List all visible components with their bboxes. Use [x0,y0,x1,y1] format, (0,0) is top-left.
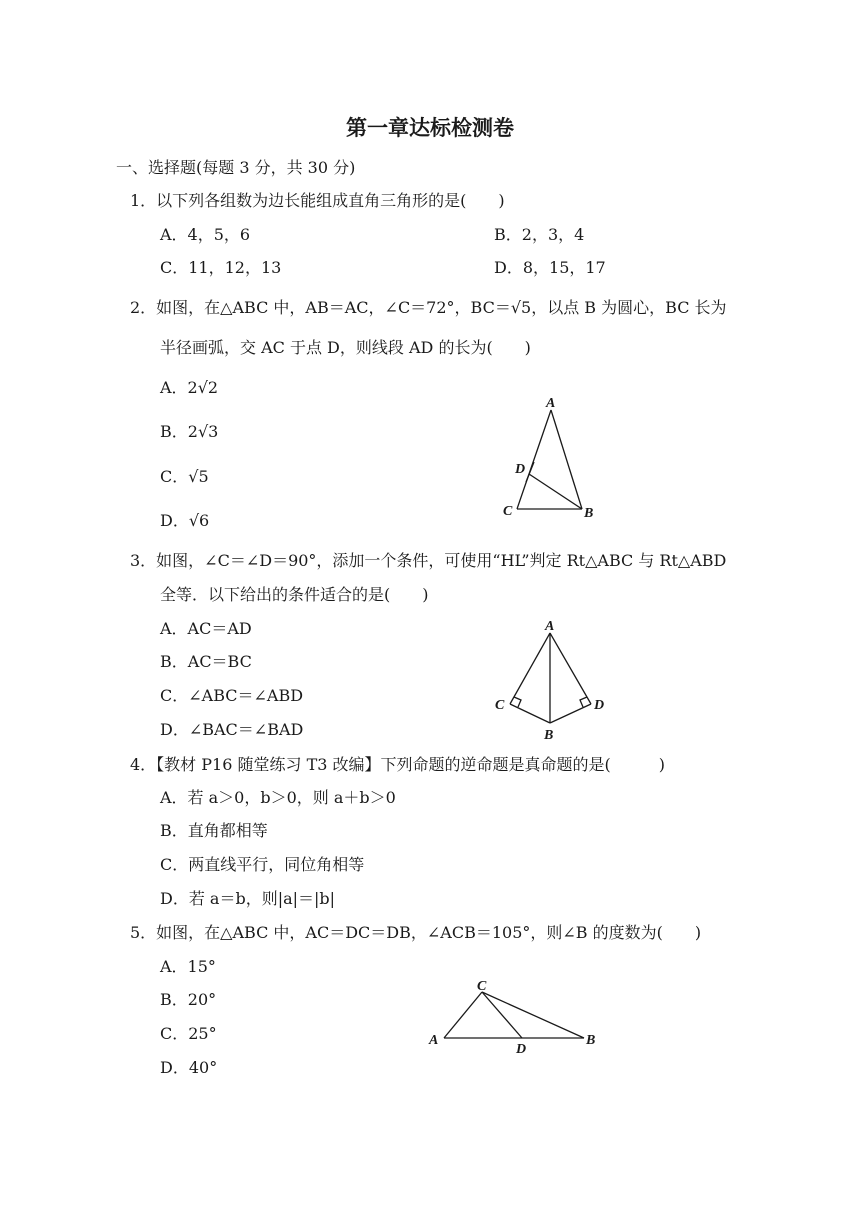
section-heading: 一、选择题(每题 3 分，共 30 分) [116,158,356,177]
q2-segment-bd [529,474,582,509]
q3-stem-line2: 全等．以下给出的条件适合的是( ) [160,585,429,604]
q2-label-c: C [503,504,513,519]
q4-option-c: C．两直线平行，同位角相等 [160,855,365,874]
q1-option-b: B．2，3，4 [494,225,585,244]
q3-right-angle-d [580,697,587,707]
q2-option-a: A．2√2 [160,378,219,397]
q5-option-a: A．15° [160,957,216,976]
q5-option-b: B．20° [160,990,217,1009]
q2-label-a: A [546,396,556,411]
q5-side-ac [444,992,482,1038]
q2-label-d: D [515,462,526,477]
q5-option-d: D．40° [160,1058,218,1077]
q5-stem: 5．如图，在△ABC 中，AC＝DC＝DB，∠ACB＝105°，则∠B 的度数为( ) [130,923,702,942]
q2-option-d: D．√6 [160,511,210,530]
q2-label-b: B [584,506,594,521]
q3-label-d: D [594,698,605,713]
q3-side-ad [550,633,591,704]
q3-right-angle-c [514,697,521,707]
q1-option-c: C．11，12，13 [160,258,282,277]
q4-option-a: A．若 a＞0，b＞0，则 a＋b＞0 [160,788,396,807]
q5-label-b: B [586,1033,596,1048]
q3-option-b: B．AC＝BC [160,652,252,671]
q2-stem-line1: 2．如图，在△ABC 中，AB＝AC，∠C＝72°，BC＝√5，以点 B 为圆心，BC 长为 [130,298,727,317]
q5-option-c: C．25° [160,1024,217,1043]
q2-stem-line2: 半径画弧，交 AC 于点 D，则线段 AD 的长为( ) [160,338,531,357]
q4-option-b: B．直角都相等 [160,821,268,840]
q1-stem: 1．以下列各组数为边长能组成直角三角形的是( ) [130,191,505,210]
q3-option-d: D．∠BAC＝∠BAD [160,720,304,739]
q3-stem-line1: 3．如图，∠C＝∠D＝90°，添加一个条件，可使用“HL”判定 Rt△ABC 与 Rt△ABD [130,551,727,570]
q3-option-c: C．∠ABC＝∠ABD [160,686,304,705]
q3-label-b: B [544,728,554,743]
q3-label-c: C [495,698,505,713]
q3-side-db [550,704,591,723]
q2-side-ab [551,410,582,509]
q5-label-d: D [516,1042,527,1057]
q3-label-a: A [545,619,555,634]
q2-arc-mark [526,462,534,482]
q1-option-d: D．8，15，17 [494,258,606,277]
q5-segment-cd [482,992,522,1038]
q3-triangles-figure [488,615,618,743]
q3-option-a: A．AC＝AD [160,619,252,638]
q5-label-a: A [429,1033,439,1048]
q3-side-cb [510,704,550,723]
q2-triangle-figure [495,393,605,523]
q2-option-b: B．2√3 [160,422,219,441]
q4-option-d: D．若 a＝b，则|a|＝|b| [160,889,336,908]
q4-stem: 4．【教材 P16 随堂练习 T3 改编】下列命题的逆命题是真命题的是( ) [130,755,665,774]
q1-option-a: A．4，5，6 [160,225,251,244]
page-title: 第一章达标检测卷 [346,116,514,140]
q2-option-c: C．√5 [160,467,209,486]
q5-label-c: C [477,979,487,994]
q3-side-ac [510,633,550,704]
q5-side-cb [482,992,584,1038]
q2-side-ac [517,410,551,509]
q5-triangle-figure [425,975,605,1057]
